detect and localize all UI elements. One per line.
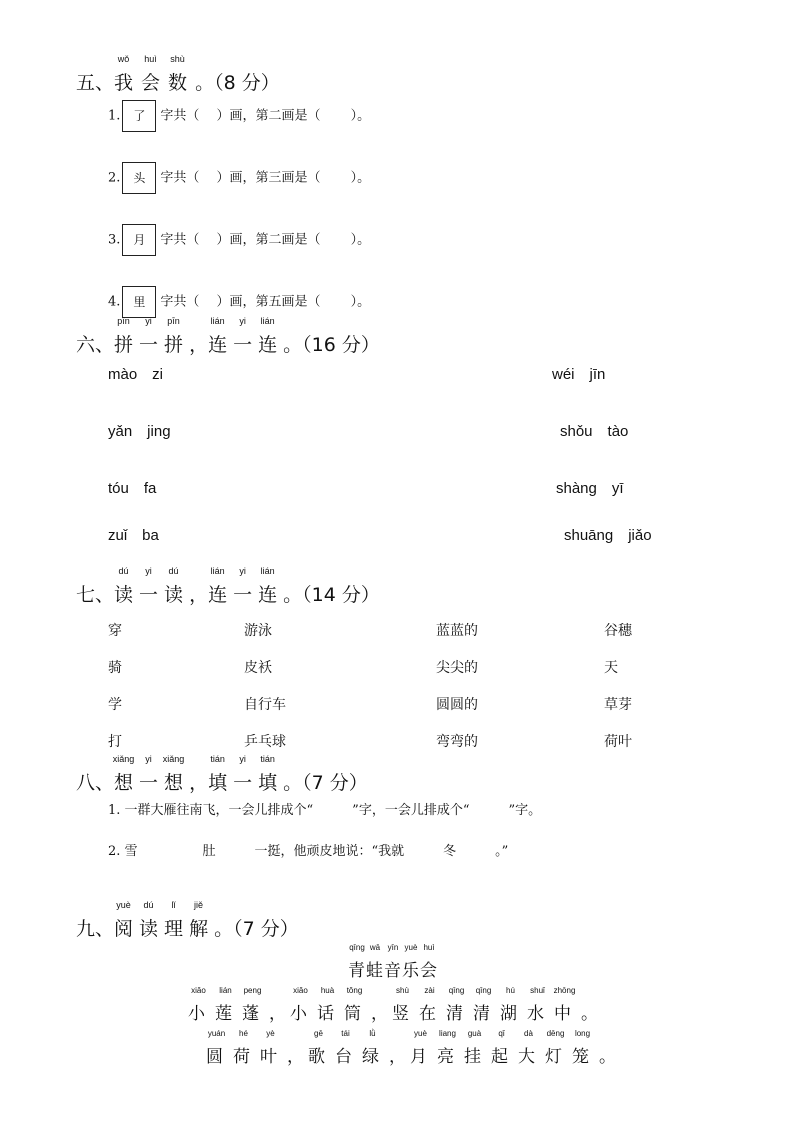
pinyin: wā: [369, 943, 381, 952]
hanzi: 读: [114, 584, 134, 606]
hanzi: 拼: [114, 334, 134, 356]
hanzi: ，: [371, 1004, 392, 1024]
pinyin-left-2: yǎn jing: [108, 423, 171, 440]
ruby-char: [189, 330, 208, 357]
hanzi: 乐: [402, 961, 420, 981]
poem-line-2: [206, 1029, 620, 1067]
ruby-char: [208, 316, 228, 357]
pinyin: yi: [239, 754, 246, 764]
hanzi: 连: [208, 584, 228, 606]
pinyin: lián: [219, 986, 232, 995]
pinyin: xiǎo: [293, 986, 308, 995]
ruby-char: [402, 943, 420, 981]
pinyin-left-3: tóu fa: [108, 480, 157, 497]
ruby-char: [233, 754, 253, 795]
connect-word: 蓝蓝的: [436, 623, 478, 639]
connect-word: 荷叶: [604, 734, 632, 750]
ruby-char: [581, 999, 602, 1024]
hanzi: 。: [599, 1047, 620, 1067]
ruby-char: [208, 566, 228, 607]
ruby-char: [553, 986, 576, 1024]
pinyin: jiě: [194, 900, 204, 910]
pinyin-left-1: mào zi: [108, 366, 164, 383]
char-box: 月: [122, 224, 156, 256]
ruby-char: [392, 986, 413, 1024]
pinyin: peng: [243, 986, 262, 995]
ruby-char: [410, 1029, 431, 1067]
count-item-3: 3. 月 字共（ ）画，第二画是（ ）。: [108, 224, 370, 256]
hanzi: 连: [258, 334, 278, 356]
hanzi: 会: [420, 961, 438, 981]
ruby-char: [290, 986, 311, 1024]
pinyin: lǜ: [369, 1029, 376, 1038]
pinyin: liang: [439, 1029, 456, 1038]
pinyin: qīng: [448, 986, 465, 995]
connect-word: 穿: [108, 623, 122, 639]
pinyin: huì: [144, 54, 157, 64]
connect-word: 自行车: [244, 697, 286, 713]
pinyin: zhōng: [553, 986, 576, 995]
ruby-char: [464, 1029, 485, 1067]
pinyin: tián: [210, 754, 225, 764]
hanzi: 数: [168, 72, 188, 94]
section-8-title: 八、 xiǎng 想 yi 一 xiǎng 想 ， tián 填 yi 一 tián 填 。（7 分）: [76, 754, 368, 794]
hanzi: 小: [188, 1004, 209, 1024]
hanzi: 填: [258, 772, 278, 794]
ruby-char: [206, 1029, 227, 1067]
ruby-char: [114, 54, 134, 95]
count-item-4: 4. 里 字共（ ）画，第五画是（ ）。: [108, 286, 370, 318]
pinyin: qīng: [349, 943, 365, 952]
hanzi: 解: [189, 918, 209, 940]
hanzi: 一: [139, 772, 159, 794]
hanzi: 叶: [260, 1047, 281, 1067]
hanzi: 大: [518, 1047, 539, 1067]
hanzi: 一: [139, 334, 159, 356]
hanzi: 清: [473, 1004, 494, 1024]
pinyin: huì: [423, 943, 435, 952]
ruby-char: [446, 986, 467, 1024]
hanzi: 一: [233, 334, 253, 356]
ruby-char: [258, 566, 278, 607]
hanzi: 填: [208, 772, 228, 794]
hanzi: 筒: [344, 1004, 365, 1024]
ruby-char: [189, 580, 208, 607]
count-item-2: 2. 头 字共（ ）画，第三画是（ ）。: [108, 162, 370, 194]
hanzi: 起: [491, 1047, 512, 1067]
fill-line-1: 1. 一群大雁往南飞，一会儿排成个“ ”字，一会儿排成个“ ”字。: [108, 803, 542, 818]
hanzi: 亮: [437, 1047, 458, 1067]
hanzi: 拼: [164, 334, 184, 356]
pinyin: yè: [266, 1029, 275, 1038]
hanzi: 想: [114, 772, 134, 794]
pinyin: dú: [168, 566, 179, 576]
pinyin: lián: [210, 316, 225, 326]
ruby-char: [317, 986, 338, 1024]
hanzi: 连: [258, 584, 278, 606]
hanzi: 想: [164, 772, 184, 794]
hanzi: 清: [446, 1004, 467, 1024]
ruby-char: [420, 943, 438, 981]
connect-word: 打: [108, 734, 122, 750]
pinyin: yi: [145, 566, 152, 576]
pinyin: lián: [260, 566, 275, 576]
connect-word: 草芽: [604, 697, 632, 713]
connect-word: 尖尖的: [436, 660, 478, 676]
ruby-char: [384, 943, 402, 981]
pinyin: shù: [396, 986, 409, 995]
ruby-char: [188, 986, 209, 1024]
ruby-char: [139, 566, 159, 607]
section-6-title: 六、 pīn 拼 yi 一 pīn 拼 ， lián 连 yi 一 lián 连 。（16 分）: [76, 316, 380, 356]
ruby-char: [139, 316, 159, 357]
pinyin: guà: [467, 1029, 482, 1038]
hanzi: 中: [554, 1004, 575, 1024]
hanzi: ，: [389, 1047, 410, 1067]
connect-word: 弯弯的: [436, 734, 478, 750]
hanzi: 读: [164, 584, 184, 606]
connect-word: 学: [108, 697, 122, 713]
hanzi: 理: [164, 918, 184, 940]
pinyin: yīn: [387, 943, 399, 952]
connect-word: 圆圆的: [436, 697, 478, 713]
connect-word: 乒乓球: [244, 734, 286, 750]
ruby-char: [139, 754, 159, 795]
hanzi: 阅: [114, 918, 134, 940]
pinyin: yi: [239, 316, 246, 326]
ruby-char: [242, 986, 263, 1024]
hanzi: ，: [189, 772, 209, 794]
pinyin: huà: [320, 986, 335, 995]
hanzi: 连: [208, 334, 228, 356]
hanzi: ，: [189, 584, 209, 606]
hanzi: 在: [419, 1004, 440, 1024]
hanzi: 灯: [545, 1047, 566, 1067]
ruby-char: [437, 1029, 458, 1067]
pinyin: yuè: [116, 900, 131, 910]
hanzi: 月: [410, 1047, 431, 1067]
ruby-char: [362, 1029, 383, 1067]
hanzi: 歌: [308, 1047, 329, 1067]
ruby-char: [233, 316, 253, 357]
hanzi: 话: [317, 1004, 338, 1024]
pinyin: dēng: [546, 1029, 565, 1038]
ruby-char: [344, 986, 365, 1024]
pinyin: pīn: [167, 316, 180, 326]
char-box: 头: [122, 162, 156, 194]
pinyin: dà: [524, 1029, 533, 1038]
pinyin: hé: [239, 1029, 248, 1038]
ruby-char: [189, 900, 209, 941]
pinyin: shù: [170, 54, 185, 64]
ruby-char: [114, 316, 134, 357]
ruby-char: [141, 54, 161, 95]
ruby-char: [233, 1029, 254, 1067]
section-7-title: 七、 dú 读 yi 一 dú 读 ， lián 连 yi 一 lián 连 。（14 分）: [76, 566, 380, 606]
poem-title: [348, 943, 438, 981]
ruby-char: [269, 999, 290, 1024]
section-9-title: 九、 yuè 阅 dú 读 lǐ 理 jiě 解 。（7 分）: [76, 900, 299, 940]
hanzi: 湖: [500, 1004, 521, 1024]
hanzi: 青: [348, 961, 366, 981]
ruby-char: [258, 316, 278, 357]
ruby-char: [335, 1029, 356, 1067]
ruby-char: [371, 999, 392, 1024]
pinyin: shuǐ: [530, 986, 545, 995]
pinyin: yi: [145, 316, 152, 326]
hanzi: 一: [233, 772, 253, 794]
connect-word: 骑: [108, 660, 122, 676]
pinyin: xiǎo: [191, 986, 206, 995]
pinyin: yi: [239, 566, 246, 576]
pinyin-right-2: shǒu tào: [560, 423, 629, 440]
ruby-char: [287, 1042, 308, 1067]
ruby-char: [164, 566, 184, 607]
pinyin: yi: [145, 754, 152, 764]
hanzi: 莲: [215, 1004, 236, 1024]
ruby-char: [258, 754, 278, 795]
pinyin: long: [574, 1029, 591, 1038]
hanzi: 竖: [392, 1004, 413, 1024]
hanzi: 蛙: [366, 961, 384, 981]
pinyin: xiǎng: [112, 754, 135, 764]
pinyin: dú: [118, 566, 129, 576]
ruby-char: [308, 1029, 329, 1067]
pinyin: pīn: [117, 316, 130, 326]
char-box: 里: [122, 286, 156, 318]
ruby-char: [599, 1042, 620, 1067]
char-box: 了: [122, 100, 156, 132]
ruby-char: [114, 566, 134, 607]
ruby-char: [168, 54, 188, 95]
pinyin: lǐ: [171, 900, 176, 910]
ruby-char: [189, 768, 208, 795]
ruby-char: [527, 986, 548, 1024]
ruby-char: [473, 986, 494, 1024]
pinyin: wǒ: [117, 54, 130, 64]
ruby-char: [366, 943, 384, 981]
pinyin: xiǎng: [162, 754, 185, 764]
ruby-char: [518, 1029, 539, 1067]
ruby-char: [208, 754, 228, 795]
pinyin: yuán: [207, 1029, 226, 1038]
pinyin: tián: [260, 754, 275, 764]
ruby-char: [164, 316, 184, 357]
hanzi: 荷: [233, 1047, 254, 1067]
pinyin: zài: [424, 986, 435, 995]
pinyin-left-4: zuǐ ba: [108, 527, 159, 544]
ruby-char: [389, 1042, 410, 1067]
ruby-char: [545, 1029, 566, 1067]
ruby-char: [572, 1029, 593, 1067]
hanzi: 音: [384, 961, 402, 981]
hanzi: 一: [233, 584, 253, 606]
hanzi: 挂: [464, 1047, 485, 1067]
pinyin: yuè: [414, 1029, 427, 1038]
ruby-char: [500, 986, 521, 1024]
hanzi: 。: [581, 1004, 602, 1024]
pinyin: qīng: [475, 986, 492, 995]
hanzi: 读: [139, 918, 159, 940]
hanzi: 台: [335, 1047, 356, 1067]
pinyin-right-4: shuāng jiǎo: [564, 527, 652, 544]
pinyin-right-3: shàng yī: [556, 480, 624, 497]
ruby-char: [139, 900, 159, 941]
ruby-char: [162, 754, 185, 795]
pinyin: gē: [314, 1029, 323, 1038]
poem-line-1: [188, 986, 602, 1024]
hanzi: 一: [139, 584, 159, 606]
pinyin: lián: [210, 566, 225, 576]
pinyin: lián: [260, 316, 275, 326]
fill-line-2: 2. 雪 肚 一挺，他顽皮地说：“我就 冬 。”: [108, 844, 509, 859]
ruby-char: [260, 1029, 281, 1067]
ruby-char: [348, 943, 366, 981]
hanzi: ，: [189, 334, 209, 356]
ruby-char: [114, 900, 134, 941]
connect-word: 谷穗: [604, 623, 632, 639]
ruby-char: [164, 900, 184, 941]
hanzi: 会: [141, 72, 161, 94]
pinyin-right-1: wéi jīn: [552, 366, 606, 383]
pinyin: yuè: [404, 943, 418, 952]
ruby-char: [491, 1029, 512, 1067]
hanzi: 小: [290, 1004, 311, 1024]
pinyin: dú: [143, 900, 154, 910]
ruby-char: [233, 566, 253, 607]
ruby-char: [112, 754, 135, 795]
pinyin: qǐ: [498, 1029, 505, 1038]
hanzi: 圆: [206, 1047, 227, 1067]
pinyin: hú: [506, 986, 515, 995]
hanzi: ，: [287, 1047, 308, 1067]
ruby-char: [215, 986, 236, 1024]
hanzi: ，: [269, 1004, 290, 1024]
connect-word: 游泳: [244, 623, 272, 639]
hanzi: 笼: [572, 1047, 593, 1067]
section-5-title: 五、 wǒ 我 huì 会 shù 数 。（8 分）: [76, 54, 280, 94]
hanzi: 绿: [362, 1047, 383, 1067]
hanzi: 蓬: [242, 1004, 263, 1024]
ruby-char: [419, 986, 440, 1024]
hanzi: 我: [114, 72, 134, 94]
pinyin: tái: [341, 1029, 350, 1038]
count-item-1: 1. 了 字共（ ）画，第二画是（ ）。: [108, 100, 370, 132]
hanzi: 水: [527, 1004, 548, 1024]
connect-word: 皮袄: [244, 660, 272, 676]
pinyin: tǒng: [346, 986, 363, 995]
connect-word: 天: [604, 660, 618, 676]
